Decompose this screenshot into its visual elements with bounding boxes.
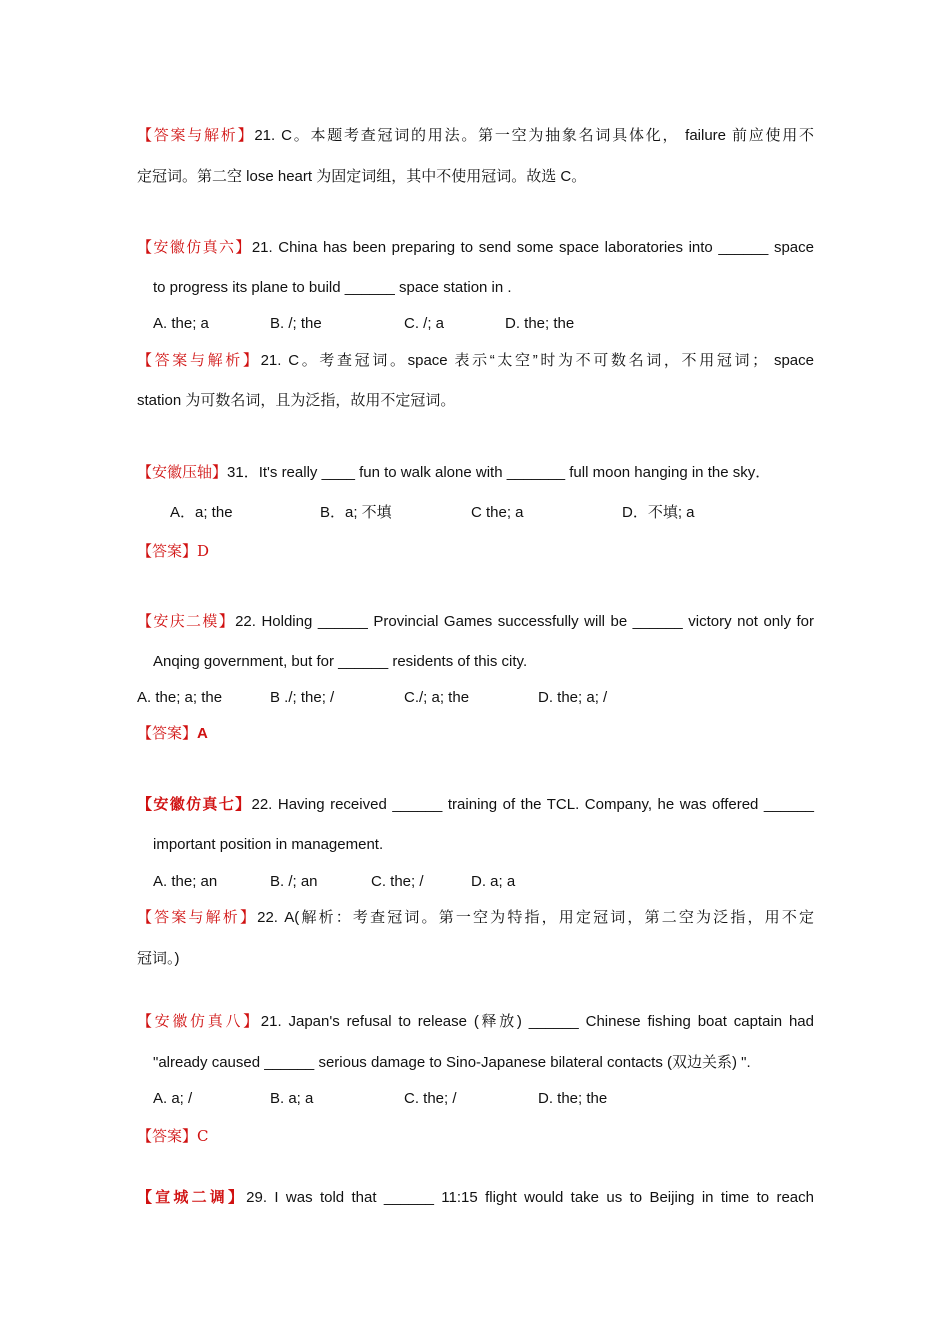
answer-analysis-line: 【答案与解析】21. C。考查冠词。space 表示“太空”时为不可数名词，不用冠词； space xyxy=(137,352,814,369)
question-line: Anqing government, but for ______ residents of this city. xyxy=(153,653,528,670)
source-tag: 【安徽压轴】 xyxy=(137,464,228,481)
answer-line xyxy=(137,724,208,744)
option-d: D. the; the xyxy=(538,1090,608,1107)
question-line: to progress its plane to build ______ space station in . xyxy=(153,279,512,296)
source-tag: 【宣城二调】 xyxy=(137,1189,247,1206)
option-d: D．不填; a xyxy=(622,504,695,521)
answer-analysis-line: 【答案与解析】22. A(解析：考查冠词。第一空为特指，用定冠词，第二空为泛指，用不定 xyxy=(137,909,814,926)
option-a: A. the; a xyxy=(153,315,209,332)
answer-analysis-line: 【答案与解析】21. C。本题考查冠词的用法。第一空为抽象名词具体化， failure 前应使用不 xyxy=(137,127,814,144)
option-b: B. /; an xyxy=(270,873,318,890)
option-a: A. the; an xyxy=(153,873,218,890)
option-a: A. a; / xyxy=(153,1090,193,1107)
source-tag: 【安徽仿真七】 xyxy=(137,796,252,813)
answer-analysis-line: 定冠词。第二空 lose heart 为固定词组，其中不使用冠词。故选 C。 xyxy=(137,168,587,185)
option-d: D. the; the xyxy=(505,315,575,332)
source-tag: 【答案与解析】 xyxy=(137,909,258,926)
option-b: B．a; 不填 xyxy=(320,504,392,521)
answer-value: D xyxy=(197,542,210,560)
option-a: A．a; the xyxy=(170,504,233,521)
option-a: A. the; a; the xyxy=(137,689,223,706)
answer-value: C xyxy=(197,1127,209,1145)
question-line: 【安徽仿真七】22. Having received ______ training of the TCL. Company, he was offered ______ xyxy=(137,796,814,813)
option-c: C./; a; the xyxy=(404,689,470,706)
option-b: B ./; the; / xyxy=(270,689,335,706)
option-b: B. /; the xyxy=(270,315,322,332)
source-tag: 【安徽仿真八】 xyxy=(137,1013,261,1030)
source-tag: 【安徽仿真六】 xyxy=(137,239,252,256)
question-line: "already caused ______ serious damage to Sino-Japanese bilateral contacts (双边关系) ". xyxy=(153,1054,751,1071)
question-line: 【安徽仿真八】21. Japan's refusal to release (释放) ______ Chinese fishing boat captain had xyxy=(137,1013,814,1030)
answer-line xyxy=(137,1126,209,1147)
question-line: important position in management. xyxy=(153,836,384,853)
option-c: C. the; / xyxy=(371,873,424,890)
answer-tag: 【答案】 xyxy=(137,1128,198,1145)
answer-value: A xyxy=(197,725,208,742)
answer-line xyxy=(137,541,209,562)
question-line: 【安徽压轴】31．It's really ____ fun to walk alone with _______ full moon hanging in the sky． xyxy=(137,464,771,481)
source-tag: 【答案与解析】 xyxy=(137,127,255,144)
option-c: C. the; / xyxy=(404,1090,457,1107)
option-c: C the; a xyxy=(471,504,524,521)
option-c: C. /; a xyxy=(404,315,445,332)
source-tag: 【答案与解析】 xyxy=(137,352,261,369)
option-d: D. a; a xyxy=(471,873,516,890)
option-b: B. a; a xyxy=(270,1090,314,1107)
question-line: 【安庆二模】22. Holding ______ Provincial Games successfully will be ______ victory not only for xyxy=(137,613,814,630)
answer-analysis-line: station 为可数名词，且为泛指，故用不定冠词。 xyxy=(137,392,456,409)
answer-analysis-line: 冠词。) xyxy=(137,950,180,967)
answer-tag: 【答案】 xyxy=(137,725,198,742)
question-line: 【安徽仿真六】21. China has been preparing to send some space laboratories into ______ space xyxy=(137,239,814,256)
answer-tag: 【答案】 xyxy=(137,543,198,560)
question-line: 【宣城二调】29. I was told that ______ 11:15 flight would take us to Beijing in time to reach xyxy=(137,1189,814,1206)
source-tag: 【安庆二模】 xyxy=(137,613,236,630)
option-d: D. the; a; / xyxy=(538,689,608,706)
